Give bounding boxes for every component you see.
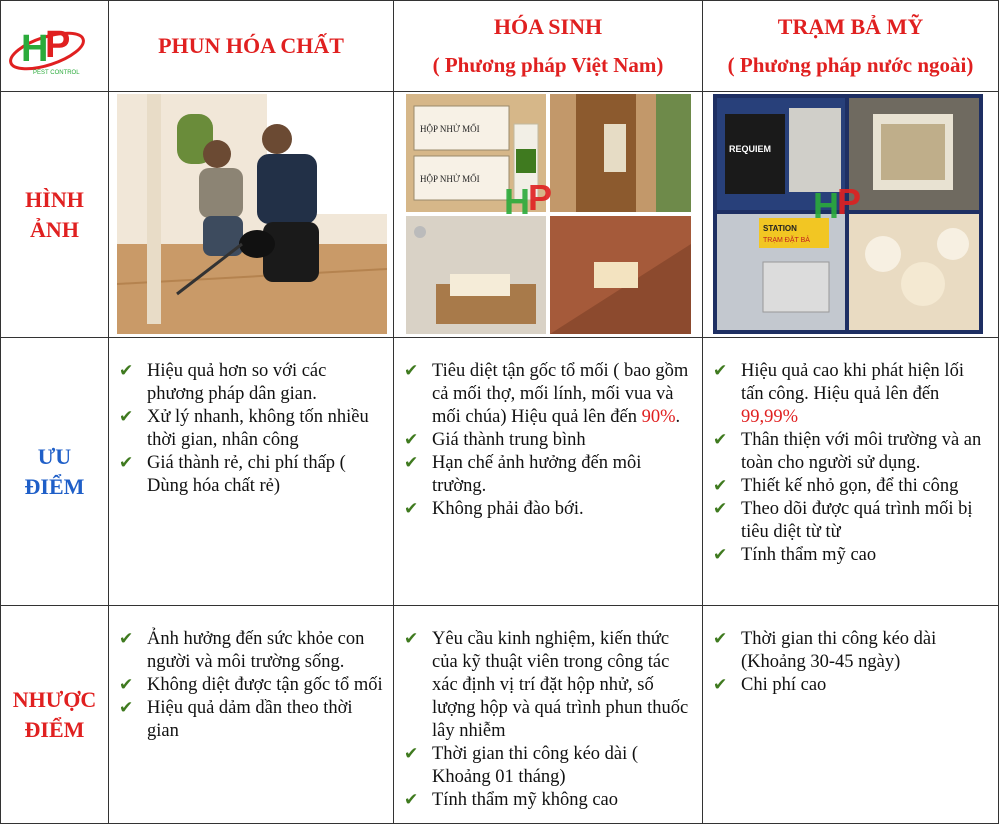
col-header-bait-station	[703, 1, 999, 92]
cons-biochem-cell	[394, 606, 703, 824]
list-item: ✔ Xử lý nhanh, không tốn nhiều thời gian, nhân công	[119, 407, 369, 450]
svg-text:P: P	[528, 177, 553, 218]
check-icon: ✔	[404, 744, 419, 764]
check-icon: ✔	[713, 675, 728, 695]
svg-text:H: H	[21, 28, 49, 70]
list-item: ✔ Tính thẩm mỹ cao	[713, 545, 877, 565]
pros-bait-station-list	[703, 338, 998, 567]
spray-photo	[117, 94, 387, 334]
check-icon: ✔	[119, 361, 134, 381]
check-icon: ✔	[713, 430, 728, 450]
check-icon: ✔	[119, 698, 134, 718]
list-item: ✔ Giá thành trung bình	[404, 430, 586, 450]
svg-text:STATION: STATION	[763, 224, 797, 233]
efficiency-percent: 90%	[641, 407, 676, 427]
check-icon: ✔	[713, 361, 728, 381]
row-label-image: HÌNH ẢNH	[1, 92, 109, 338]
svg-text:H: H	[504, 181, 530, 222]
svg-text:P: P	[837, 181, 862, 222]
pros-biochem-list	[394, 338, 702, 521]
list-item: ✔ Thời gian thi công kéo dài ( Khoảng 01 tháng)	[404, 744, 639, 787]
col-title: HÓA SINH	[493, 14, 603, 39]
list-item: ✔ Thời gian thi công kéo dài (Khoảng 30-45 ngày)	[713, 629, 937, 672]
list-item: ✔ Yêu cầu kinh nghiệm, kiến thức của kỹ thuật viên trong công tác xác định vị trí đặt hộp nhử, số lượng hộp và quá trình phun thuốc lây nhiễm	[404, 629, 689, 741]
check-icon: ✔	[404, 499, 419, 519]
svg-text:H: H	[813, 185, 839, 226]
list-item: ✔ Tính thẩm mỹ không cao	[404, 790, 618, 810]
pros-spray-list	[109, 338, 393, 498]
check-icon: ✔	[713, 629, 728, 649]
col-subtitle: ( Phương pháp Việt Nam)	[432, 53, 664, 77]
check-icon: ✔	[713, 545, 728, 565]
list-item: ✔ Ảnh hưởng đến sức khỏe con người và môi trường sống.	[119, 629, 365, 672]
svg-text:P: P	[45, 24, 71, 66]
header-row	[1, 1, 999, 92]
list-item: ✔ Thân thiện với môi trường và an toàn cho người sử dụng.	[713, 430, 982, 473]
pros-biochem-cell	[394, 338, 703, 606]
logo-cell	[1, 1, 109, 92]
check-icon: ✔	[119, 453, 134, 473]
cons-biochem-list	[394, 606, 702, 812]
list-item: ✔ Không diệt được tận gốc tổ mối	[119, 675, 383, 695]
cons-bait-station-cell	[703, 606, 999, 824]
row-label-pros: ƯU ĐIỂM	[1, 338, 109, 606]
check-icon: ✔	[713, 499, 728, 519]
svg-text:HỘP NHỬ MỐI: HỘP NHỬ MỐI	[420, 174, 480, 184]
col-title: PHUN HÓA CHẤT	[158, 33, 344, 58]
check-icon: ✔	[119, 407, 134, 427]
check-icon: ✔	[404, 790, 419, 810]
hp-logo	[1, 11, 101, 81]
col-subtitle: ( Phương pháp nước ngoài)	[727, 53, 974, 77]
image-biochem-cell	[394, 92, 703, 338]
pros-row	[1, 338, 999, 606]
list-item: ✔ Không phải đào bới.	[404, 499, 584, 519]
list-item: ✔ Hiệu quả dảm dần theo thời gian	[119, 698, 353, 741]
biochem-photo-collage	[406, 94, 691, 334]
cons-bait-station-list	[703, 606, 998, 697]
image-spray-cell	[109, 92, 394, 338]
pros-bait-station-cell	[703, 338, 999, 606]
cons-spray-list	[109, 606, 393, 743]
cons-spray-cell	[109, 606, 394, 824]
row-label-cons: NHƯỢC ĐIỂM	[1, 606, 109, 824]
list-item: ✔ Theo dõi được quá trình mối bị tiêu diệt từ từ	[713, 499, 973, 542]
check-icon: ✔	[119, 629, 134, 649]
list-item: ✔ Hiệu quả hơn so với các phương pháp dân gian.	[119, 361, 327, 404]
list-item: ✔ Tiêu diệt tận gốc tổ mối ( bao gồm cả mối thợ, mối lính, mối vua và mối chúa) Hiệu quả lên đến 90%.	[404, 361, 689, 427]
list-item: ✔ Thiết kế nhỏ gọn, để thi công	[713, 476, 959, 496]
svg-text:PEST CONTROL: PEST CONTROL	[33, 70, 80, 76]
check-icon: ✔	[404, 361, 419, 381]
bait-station-photo-collage	[713, 94, 983, 334]
svg-text:HỘP NHỬ MỐI: HỘP NHỬ MỐI	[420, 124, 480, 134]
col-header-spray	[109, 1, 394, 92]
list-item: ✔ Chi phí cao	[713, 675, 827, 695]
check-icon: ✔	[119, 675, 134, 695]
efficiency-percent: 99,99%	[741, 407, 799, 427]
col-header-biochem	[394, 1, 703, 92]
svg-text:REQUIEM: REQUIEM	[729, 144, 772, 154]
check-icon: ✔	[404, 629, 419, 649]
check-icon: ✔	[404, 453, 419, 473]
check-icon: ✔	[404, 430, 419, 450]
check-icon: ✔	[713, 476, 728, 496]
image-row	[1, 92, 999, 338]
svg-text:TRẠM ĐẶT BẢ: TRẠM ĐẶT BẢ	[763, 237, 810, 244]
list-item: ✔ Hạn chế ảnh hưởng đến môi trường.	[404, 453, 642, 496]
pros-spray-cell	[109, 338, 394, 606]
image-bait-station-cell	[703, 92, 999, 338]
col-title: TRẠM BẢ MỸ	[777, 14, 924, 39]
list-item: ✔ Hiệu quả cao khi phát hiện lối tấn công. Hiệu quả lên đến 99,99%	[713, 361, 964, 427]
list-item: ✔ Giá thành rẻ, chi phí thấp ( Dùng hóa chất rẻ)	[119, 453, 346, 496]
cons-row	[1, 606, 999, 824]
